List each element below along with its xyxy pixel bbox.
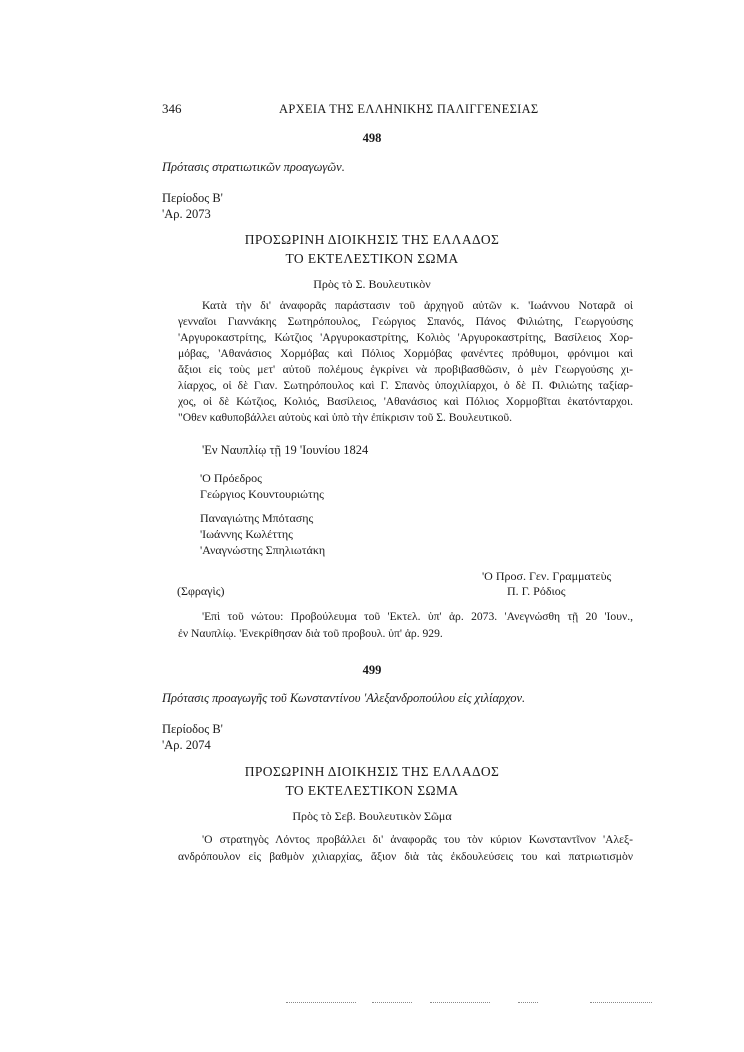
- period-label: Περίοδος Β': [162, 191, 223, 205]
- executive-title: ΤΟ ΕΚΤΕΛΕΣΤΙΚΟΝ ΣΩΜΑ: [285, 251, 459, 266]
- body-line: Κατὰ τὴν δι' ἀναφορᾶς παράστασιν τοῦ ἀρχηγοῦ αὐτῶν κ. 'Ιωάννου Νοταρᾶ οἱ: [202, 299, 633, 312]
- body-line: 'Αργυροκαστρίτης, Κώτζιος 'Αργυροκαστρίτης, Κολιὸς 'Αργυροκαστρίτης, Βασίλειος Χορ-: [178, 331, 633, 344]
- signatory-name: 'Αναγνώστης Σπηλιωτάκη: [200, 543, 326, 557]
- place-date: 'Εν Ναυπλίῳ τῇ 19 'Ιουνίου 1824: [202, 443, 369, 457]
- seal-label: (Σφραγὶς): [177, 584, 225, 598]
- endorsement-note: 'Επὶ τοῦ νώτου: Προβούλευμα τοῦ 'Εκτελ. ὑπ' ἀρ. 2073. 'Ανεγνώσθη τῇ 20 'Ιουν.,: [202, 610, 633, 623]
- document-number-499: 499: [362, 663, 382, 677]
- secretary-label: 'Ο Προσ. Γεν. Γραμματεὺς: [482, 569, 612, 583]
- body-line: 'Ο στρατηγὸς Λόντος προβάλλει δι' ἀναφορᾶς του τὸν κύριον Κωνσταντῖνον 'Αλεξ-: [202, 833, 633, 846]
- body-line: λίαρχος, οἱ δὲ Γιαν. Σωτηρόπουλος καὶ Γ. Σπανὸς ὑποχιλίαρχοι, ὁ δὲ Π. Φιλιώτης ταξίαρ-: [178, 379, 633, 392]
- running-title: ΑΡΧΕΙΑ ΤΗΣ ΕΛΛΗΝΙΚΗΣ ΠΑΛΙΓΓΕΝΕΣΙΑΣ: [279, 102, 539, 116]
- scan-artifact-divider: [372, 1002, 412, 1003]
- document-number-498: 498: [362, 131, 382, 145]
- president-label: 'Ο Πρόεδρος: [200, 471, 262, 485]
- signatory-name: 'Ιωάννης Κωλέττης: [200, 527, 293, 541]
- endorsement-note: ἐν Ναυπλίῳ. 'Ενεκρίθησαν διὰ τοῦ προβουλ. ὑπ' ἀρ. 929.: [178, 627, 443, 640]
- scan-artifact-divider: [430, 1002, 490, 1003]
- scan-artifact-divider: [590, 1002, 652, 1003]
- government-title: ΠΡΟΣΩΡΙΝΗ ΔΙΟΙΚΗΣΙΣ ΤΗΣ ΕΛΛΑΔΟΣ: [244, 764, 500, 779]
- page-number: 346: [162, 101, 182, 116]
- body-line: ἄξιοι εἰς τοὺς μετ' αὐτοῦ πολέμους ἐγκρίνει νὰ προβιβασθῶσιν, ὁ μὲν Γεωργούσης χι-: [178, 363, 633, 376]
- document-subject: Πρότασις στρατιωτικῶν προαγωγῶν.: [162, 160, 345, 174]
- body-line: χος, οἱ δὲ Κώτζιος, Κολιός, Βασίλειος, 'Αθανάσιος καὶ Πόλιος Χορμοβῖται ἑκατόνταρχοι.: [178, 395, 633, 408]
- scan-artifact-divider: [286, 1002, 356, 1003]
- executive-title: ΤΟ ΕΚΤΕΛΕΣΤΙΚΟΝ ΣΩΜΑ: [285, 783, 459, 798]
- secretary-name: Π. Γ. Ρόδιος: [507, 584, 566, 598]
- body-line: ανδρόπουλον εἰς βαθμὸν χιλιαρχίας, ἄξιον διὰ τὰς ἐκδουλεύσεις του καὶ πατριωτισμὸν: [178, 850, 633, 863]
- reference-number: 'Αρ. 2073: [162, 207, 211, 221]
- body-line: μόβας, 'Αθανάσιος Χορμόβας καὶ Πόλιος Χορμόβας φανέντες πρόθυμοι, φρόνιμοι καὶ: [178, 347, 633, 360]
- period-label: Περίοδος Β': [162, 722, 223, 736]
- addressee: Πρὸς τὸ Σ. Βουλευτικὸν: [313, 277, 431, 291]
- president-name: Γεώργιος Κουντουριώτης: [200, 487, 324, 501]
- body-line: "Οθεν καθυποβάλλει αὐτοὺς καὶ ὑπὸ τὴν ἐπίκρισιν τοῦ Σ. Βουλευτικοῦ.: [178, 411, 513, 424]
- signatory-name: Παναγιώτης Μπότασης: [200, 511, 314, 525]
- body-line: γενναῖοι Γιαννάκης Σωτηρόπουλος, Γεώργιος Σπανός, Πάνος Φιλιώτης, Γεωργούσης: [178, 315, 633, 328]
- government-title: ΠΡΟΣΩΡΙΝΗ ΔΙΟΙΚΗΣΙΣ ΤΗΣ ΕΛΛΑΔΟΣ: [244, 232, 500, 247]
- document-subject: Πρότασις προαγωγῆς τοῦ Κωνσταντίνου 'Αλεξανδροπούλου εἰς χιλίαρχον.: [162, 691, 526, 705]
- addressee: Πρὸς τὸ Σεβ. Βουλευτικὸν Σῶμα: [292, 809, 452, 823]
- scan-artifact-divider: [518, 1002, 538, 1003]
- reference-number: 'Αρ. 2074: [162, 738, 211, 752]
